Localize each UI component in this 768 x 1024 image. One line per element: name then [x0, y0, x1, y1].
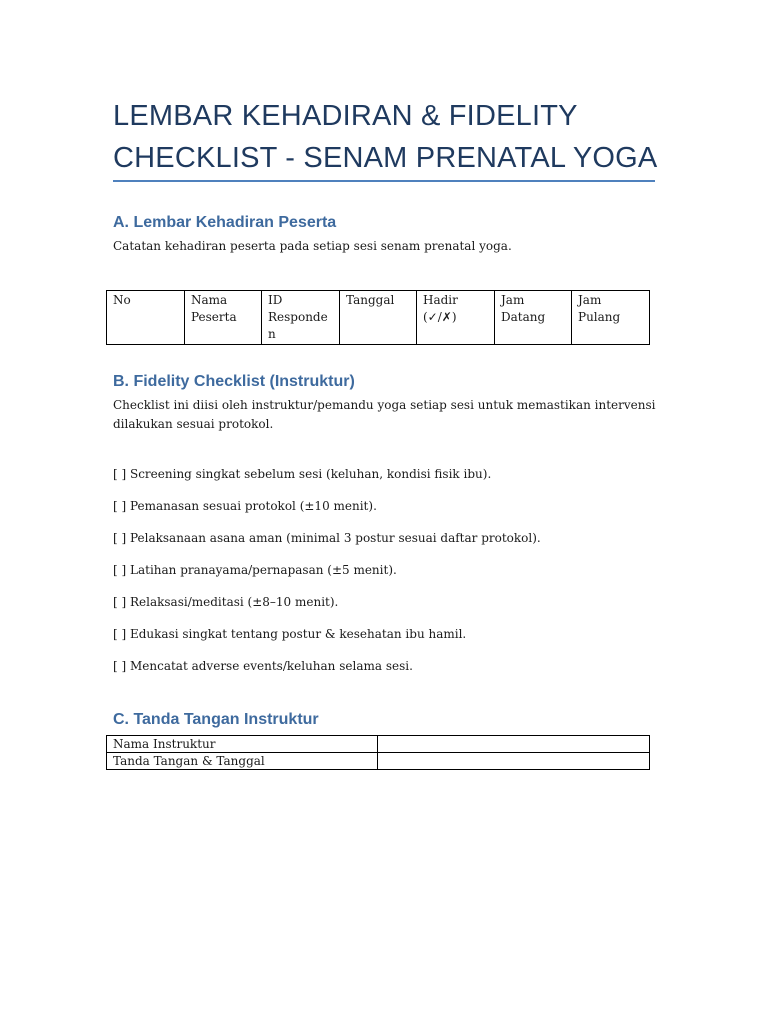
header-jam-pulang-line-1: Jam [578, 293, 602, 307]
section-b-description: Checklist ini diisi oleh instruktur/pemandu yoga setiap sesi untuk memastikan intervensi dilakukan sesuai protokol. [113, 398, 656, 431]
header-nama-peserta [185, 291, 262, 345]
section-c-heading: C. Tanda Tangan Instruktur [113, 711, 319, 728]
header-no [107, 291, 185, 345]
header-no-text: No [113, 293, 131, 307]
header-id-responden [262, 291, 340, 345]
header-tanggal [340, 291, 417, 345]
header-jam-datang-line-2: Datang [501, 310, 546, 324]
checklist-item: [ ] Screening singkat sebelum sesi (keluhan, kondisi fisik ibu). [113, 467, 492, 481]
header-jam-datang-line-1: Jam [501, 293, 525, 307]
checklist-item: [ ] Pelaksanaan asana aman (minimal 3 postur sesuai daftar protokol). [113, 531, 541, 545]
signature-label-name: Nama Instruktur [107, 736, 378, 753]
fidelity-checklist [113, 465, 658, 689]
checklist-item: [ ] Mencatat adverse events/keluhan selama sesi. [113, 659, 413, 673]
section-a-description: Catatan kehadiran peserta pada setiap sesi senam prenatal yoga. [113, 239, 512, 253]
header-tanggal-text: Tanggal [346, 293, 395, 307]
document-title-line-1: LEMBAR KEHADIRAN & FIDELITY [113, 100, 578, 132]
document-title [113, 95, 673, 179]
header-hadir-line-1: Hadir [423, 293, 458, 307]
title-divider [113, 180, 655, 182]
signature-label-sign-date: Tanda Tangan & Tanggal [107, 753, 378, 770]
signature-value-name [378, 736, 650, 753]
signature-table [106, 735, 650, 770]
signature-row-sign-date [107, 753, 650, 770]
header-hadir-line-2: (✓/✗) [423, 310, 457, 324]
header-jam-pulang-line-2: Pulang [578, 310, 621, 324]
header-jam-datang [495, 291, 572, 345]
header-hadir [417, 291, 495, 345]
attendance-table [106, 290, 650, 345]
checklist-item: [ ] Relaksasi/meditasi (±8–10 menit). [113, 595, 339, 609]
section-b-heading: B. Fidelity Checklist (Instruktur) [113, 373, 355, 390]
section-a-heading: A. Lembar Kehadiran Peserta [113, 214, 337, 231]
header-jam-pulang [572, 291, 650, 345]
document-title-line-2: CHECKLIST - SENAM PRENATAL YOGA [113, 142, 658, 174]
header-id-responden-line-2: Responden [268, 310, 328, 341]
header-nama-peserta-line-2: Peserta [191, 310, 237, 324]
header-nama-peserta-line-1: Nama [191, 293, 228, 307]
checklist-item: [ ] Pemanasan sesuai protokol (±10 menit). [113, 499, 377, 513]
header-id-responden-line-1: ID [268, 293, 283, 307]
attendance-header-row [107, 291, 650, 345]
checklist-item: [ ] Edukasi singkat tentang postur & kesehatan ibu hamil. [113, 627, 467, 641]
signature-value-sign-date [378, 753, 650, 770]
checklist-item: [ ] Latihan pranayama/pernapasan (±5 menit). [113, 563, 397, 577]
signature-row-name [107, 736, 650, 753]
